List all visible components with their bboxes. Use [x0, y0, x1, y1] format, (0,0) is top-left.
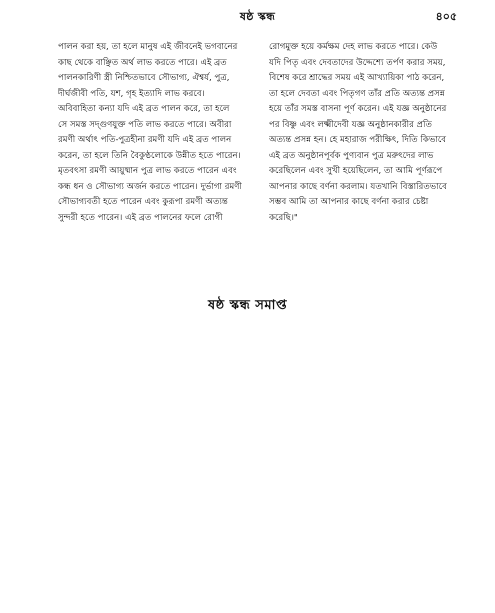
text-line: করেছিলেন এবং সুখী হয়েছিলেন, তা আমি পূর্ণরূপে	[269, 166, 443, 176]
text-line: পালন করা হয়, তা হলে মানুষ এই জীবনেই ভগবানের	[58, 42, 238, 52]
text-line: সুন্দরী হতে পারেন। এই ব্রত পালনের ফলে রোগী	[58, 212, 223, 223]
text-line: অবিবাহিতা কন্যা যদি এই ব্রত পালন করে, তা হলে	[58, 104, 230, 114]
text-line: হয়ে তাঁর সমস্ত বাসনা পূর্ণ করেন। এই যজ্ঞ অনুষ্ঠানের	[269, 104, 447, 114]
text-line: কাছ থেকে বাঞ্ছিত অর্থ লাভ করতে পারে। এই ব্রত	[58, 57, 227, 68]
canto-end-heading: ষষ্ঠ স্কন্ধ সমাপ্ত	[207, 298, 288, 313]
left-column	[58, 40, 246, 226]
text-line: করেছি।"	[269, 212, 298, 223]
page-header	[58, 8, 457, 26]
text-line: সম্ভব আমি তা আপনার কাছে বর্ণনা করার চেষ্টা	[269, 197, 429, 207]
text-line: রমণী অর্থাৎ পতি-পুত্রহীনা রমণী যদি এই ব্রত পালন	[58, 135, 232, 145]
text-line: তা হলে দেবতা এবং পিতৃগণ তাঁর প্রতি অত্যন্ত প্রসন্ন	[269, 88, 445, 99]
running-head: ষষ্ঠ স্কন্ধ	[239, 10, 276, 23]
text-line: পালনকারিণী স্ত্রী নিশ্চিতভাবে সৌভাগ্য, ঐশ্বর্য, পুত্র,	[58, 73, 230, 83]
text-line: পর বিষ্ণু এবং লক্ষ্মীদেবী যজ্ঞ অনুষ্ঠানকারীর প্রতি	[269, 119, 432, 130]
text-columns	[58, 40, 457, 255]
text-line: যদি পিতৃ এবং দেবতাদের উদ্দেশ্যে তর্পণ করার সময়,	[269, 57, 446, 68]
text-line: করেন, তা হলে তিনি বৈকুণ্ঠলোকে উন্নীত হতে পারেন।	[58, 150, 241, 161]
page-number: ৪০৫	[435, 10, 457, 23]
right-column	[269, 40, 457, 226]
text-line: রোগমুক্ত হয়ে কর্মক্ষম দেহ লাভ করতে পারে। কেউ	[269, 42, 438, 52]
text-line: দীর্ঘজীবী পতি, যশ, গৃহ ইত্যাদি লাভ করবে।	[58, 88, 205, 99]
text-line: বিশেষ করে শ্রাদ্ধের সময় এই আখ্যায়িকা পাঠ করেন,	[269, 73, 445, 83]
text-line: এই ব্রত অনুষ্ঠানপূর্বক পুণ্যবান পুত্র মরুৎদের লাভ	[269, 150, 434, 161]
text-line: অত্যন্ত প্রসন্ন হন। হে মহারাজ পরীক্ষিৎ, দিতি কিভাবে	[269, 135, 447, 145]
text-line: আপনার কাছে বর্ণনা করলাম। যতখানি বিস্তারিতভাবে	[269, 181, 447, 192]
text-line: সৌভাগ্যবতী হতে পারেন এবং কুরূপা রমণী অত্যন্ত	[58, 197, 228, 207]
text-line: কন্ধ ধন ও সৌভাগ্য অর্জন করতে পারেন। দুর্ভাগা রমণী	[58, 181, 242, 192]
text-line: সে সমস্ত সদ্গুণযুক্ত পতি লাভ করতে পারে। অবীরা	[58, 119, 232, 130]
text-line: মৃতবৎসা রমণী আয়ুষ্মান পুত্র লাভ করতে পারেন এবং	[58, 166, 237, 176]
